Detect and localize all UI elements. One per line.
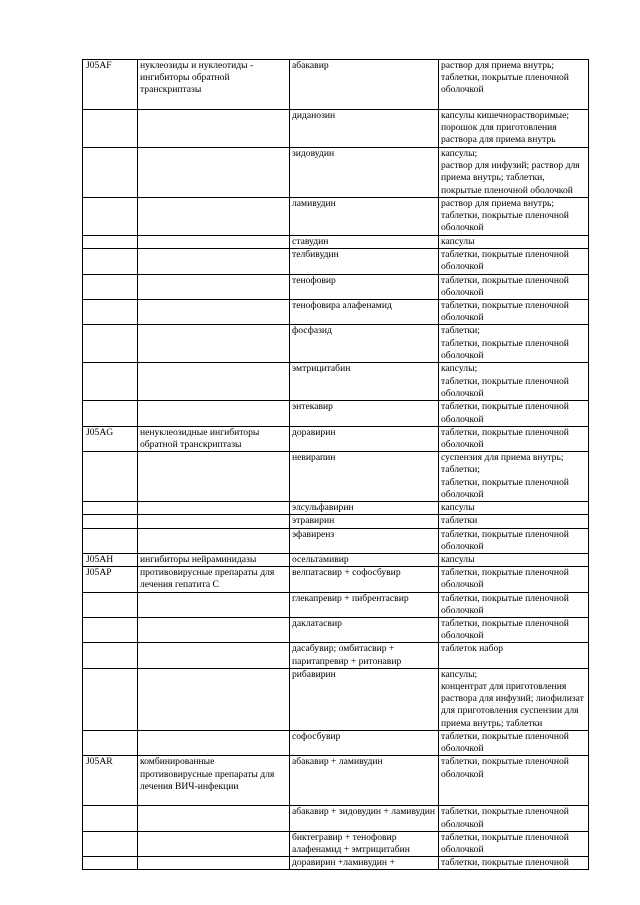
- dosage-form-cell: таблетки, покрытые пленочной оболочкой: [439, 592, 589, 617]
- atc-code-cell: [83, 668, 138, 730]
- dosage-form-cell: раствор для приема внутрь; таблетки, покрытые пленочной оболочкой: [439, 60, 589, 110]
- atc-code-cell: [83, 643, 138, 668]
- table-row: [83, 643, 589, 668]
- atc-code-cell: J05AP: [83, 567, 138, 592]
- table-row: [83, 236, 589, 249]
- drug-name-cell: этравирин: [290, 515, 439, 528]
- dosage-form-cell: таблетки, покрытые пленочной оболочкой: [439, 249, 589, 274]
- dosage-form-cell: капсулы: [439, 502, 589, 515]
- group-name-cell: [138, 401, 290, 426]
- group-name-cell: [138, 363, 290, 401]
- drug-name-cell: софосбувир: [290, 730, 439, 755]
- atc-code-cell: [83, 110, 138, 148]
- dosage-form-cell: таблетки; таблетки, покрытые пленочной оболочкой: [439, 325, 589, 363]
- table-row: [83, 426, 589, 451]
- group-name-cell: [138, 198, 290, 236]
- drug-name-cell: рибавирин: [290, 668, 439, 730]
- table-row: [83, 452, 589, 502]
- group-name-cell: [138, 110, 290, 148]
- dosage-form-cell: таблетки, покрытые пленочной оболочкой: [439, 806, 589, 831]
- atc-code-cell: [83, 515, 138, 528]
- group-name-cell: [138, 249, 290, 274]
- table-row: [83, 592, 589, 617]
- drug-name-cell: энтекавир: [290, 401, 439, 426]
- atc-code-cell: J05AR: [83, 756, 138, 806]
- drug-name-cell: элсульфавирин: [290, 502, 439, 515]
- drug-name-cell: осельтамивир: [290, 554, 439, 567]
- table-row: [83, 249, 589, 274]
- table-row: [83, 756, 589, 806]
- atc-code-cell: [83, 198, 138, 236]
- group-name-cell: [138, 236, 290, 249]
- drug-table: [82, 59, 589, 870]
- group-name-cell: [138, 618, 290, 643]
- table-row: [83, 618, 589, 643]
- group-name-cell: комбинированные противовирусные препараты для лечения ВИЧ-инфекции: [138, 756, 290, 806]
- atc-code-cell: [83, 401, 138, 426]
- dosage-form-cell: таблетки, покрытые пленочной оболочкой: [439, 618, 589, 643]
- table-row: [83, 363, 589, 401]
- atc-code-cell: J05AF: [83, 60, 138, 110]
- drug-name-cell: велпатасвир + софосбувир: [290, 567, 439, 592]
- group-name-cell: нуклеозиды и нуклеотиды - ингибиторы обратной транскриптазы: [138, 60, 290, 110]
- group-name-cell: [138, 515, 290, 528]
- atc-code-cell: [83, 831, 138, 856]
- drug-name-cell: тенофовир: [290, 274, 439, 299]
- group-name-cell: ингибиторы нейраминидазы: [138, 554, 290, 567]
- table-row: [83, 668, 589, 730]
- table-row: [83, 502, 589, 515]
- group-name-cell: [138, 300, 290, 325]
- group-name-cell: [138, 502, 290, 515]
- dosage-form-cell: таблетки, покрытые пленочной оболочкой: [439, 528, 589, 553]
- dosage-form-cell: капсулы; раствор для инфузий; раствор для приема внутрь; таблетки, покрытые пленочной оболочкой: [439, 148, 589, 198]
- table-row: [83, 857, 589, 870]
- atc-code-cell: J05AG: [83, 426, 138, 451]
- dosage-form-cell: таблетки, покрытые пленочной оболочкой: [439, 401, 589, 426]
- atc-code-cell: [83, 452, 138, 502]
- drug-name-cell: дасабувир; омбитасвир + паритапревир + ритонавир: [290, 643, 439, 668]
- table-row: [83, 554, 589, 567]
- table-row: [83, 528, 589, 553]
- table-row: [83, 567, 589, 592]
- dosage-form-cell: таблетки, покрытые пленочной оболочкой: [439, 426, 589, 451]
- dosage-form-cell: капсулы; концентрат для приготовления раствора для инфузий; лиофилизат для приготовления суспензии для приема внутрь; таблетки: [439, 668, 589, 730]
- drug-name-cell: абакавир + ламивудин: [290, 756, 439, 806]
- dosage-form-cell: капсулы; таблетки, покрытые пленочной оболочкой: [439, 363, 589, 401]
- dosage-form-cell: капсулы кишечнорастворимые; порошок для приготовления раствора для приема внутрь: [439, 110, 589, 148]
- table-row: [83, 198, 589, 236]
- dosage-form-cell: таблетки, покрытые пленочной оболочкой: [439, 730, 589, 755]
- group-name-cell: [138, 274, 290, 299]
- dosage-form-cell: таблетки, покрытые пленочной оболочкой: [439, 756, 589, 806]
- dosage-form-cell: таблетки: [439, 515, 589, 528]
- atc-code-cell: [83, 806, 138, 831]
- atc-code-cell: [83, 528, 138, 553]
- group-name-cell: [138, 592, 290, 617]
- drug-name-cell: абакавир: [290, 60, 439, 110]
- dosage-form-cell: капсулы: [439, 236, 589, 249]
- group-name-cell: [138, 452, 290, 502]
- drug-name-cell: даклатасвир: [290, 618, 439, 643]
- atc-code-cell: [83, 249, 138, 274]
- dosage-form-cell: суспензия для приема внутрь; таблетки; таблетки, покрытые пленочной оболочкой: [439, 452, 589, 502]
- atc-code-cell: [83, 274, 138, 299]
- atc-code-cell: [83, 730, 138, 755]
- drug-name-cell: доравирин: [290, 426, 439, 451]
- group-name-cell: [138, 730, 290, 755]
- dosage-form-cell: таблетки, покрытые пленочной оболочкой: [439, 300, 589, 325]
- drug-name-cell: глекапревир + пибрентасвир: [290, 592, 439, 617]
- drug-name-cell: телбивудин: [290, 249, 439, 274]
- drug-name-cell: диданозин: [290, 110, 439, 148]
- group-name-cell: [138, 325, 290, 363]
- table-row: [83, 148, 589, 198]
- group-name-cell: ненуклеозидные ингибиторы обратной транскриптазы: [138, 426, 290, 451]
- table-row: [83, 730, 589, 755]
- dosage-form-cell: капсулы: [439, 554, 589, 567]
- atc-code-cell: [83, 502, 138, 515]
- group-name-cell: [138, 668, 290, 730]
- table-row: [83, 300, 589, 325]
- dosage-form-cell: таблетки, покрытые пленочной: [439, 857, 589, 870]
- table-row: [83, 401, 589, 426]
- atc-code-cell: [83, 592, 138, 617]
- table-row: [83, 831, 589, 856]
- drug-name-cell: абакавир + зидовудин + ламивудин: [290, 806, 439, 831]
- dosage-form-cell: таблетки, покрытые пленочной оболочкой: [439, 274, 589, 299]
- group-name-cell: [138, 528, 290, 553]
- atc-code-cell: [83, 363, 138, 401]
- group-name-cell: [138, 643, 290, 668]
- group-name-cell: [138, 831, 290, 856]
- table-row: [83, 60, 589, 110]
- group-name-cell: [138, 148, 290, 198]
- group-name-cell: [138, 806, 290, 831]
- drug-name-cell: доравирин +ламивудин +: [290, 857, 439, 870]
- table-row: [83, 325, 589, 363]
- dosage-form-cell: таблеток набор: [439, 643, 589, 668]
- atc-code-cell: [83, 300, 138, 325]
- drug-name-cell: эмтрицитабин: [290, 363, 439, 401]
- dosage-form-cell: таблетки, покрытые пленочной оболочкой: [439, 567, 589, 592]
- dosage-form-cell: таблетки, покрытые пленочной оболочкой: [439, 831, 589, 856]
- drug-name-cell: невирапин: [290, 452, 439, 502]
- drug-name-cell: фосфазид: [290, 325, 439, 363]
- drug-name-cell: ламивудин: [290, 198, 439, 236]
- atc-code-cell: [83, 857, 138, 870]
- drug-name-cell: ставудин: [290, 236, 439, 249]
- dosage-form-cell: раствор для приема внутрь; таблетки, покрытые пленочной оболочкой: [439, 198, 589, 236]
- atc-code-cell: [83, 325, 138, 363]
- atc-code-cell: [83, 148, 138, 198]
- drug-name-cell: тенофовира алафенамид: [290, 300, 439, 325]
- drug-name-cell: зидовудин: [290, 148, 439, 198]
- table-row: [83, 806, 589, 831]
- table-row: [83, 274, 589, 299]
- atc-code-cell: [83, 236, 138, 249]
- atc-code-cell: [83, 618, 138, 643]
- drug-name-cell: биктегравир + тенофовир алафенамид + эмтрицитабин: [290, 831, 439, 856]
- document-page: [82, 59, 588, 870]
- group-name-cell: противовирусные препараты для лечения гепатита С: [138, 567, 290, 592]
- drug-name-cell: эфавиренз: [290, 528, 439, 553]
- table-row: [83, 515, 589, 528]
- table-row: [83, 110, 589, 148]
- atc-code-cell: J05AH: [83, 554, 138, 567]
- group-name-cell: [138, 857, 290, 870]
